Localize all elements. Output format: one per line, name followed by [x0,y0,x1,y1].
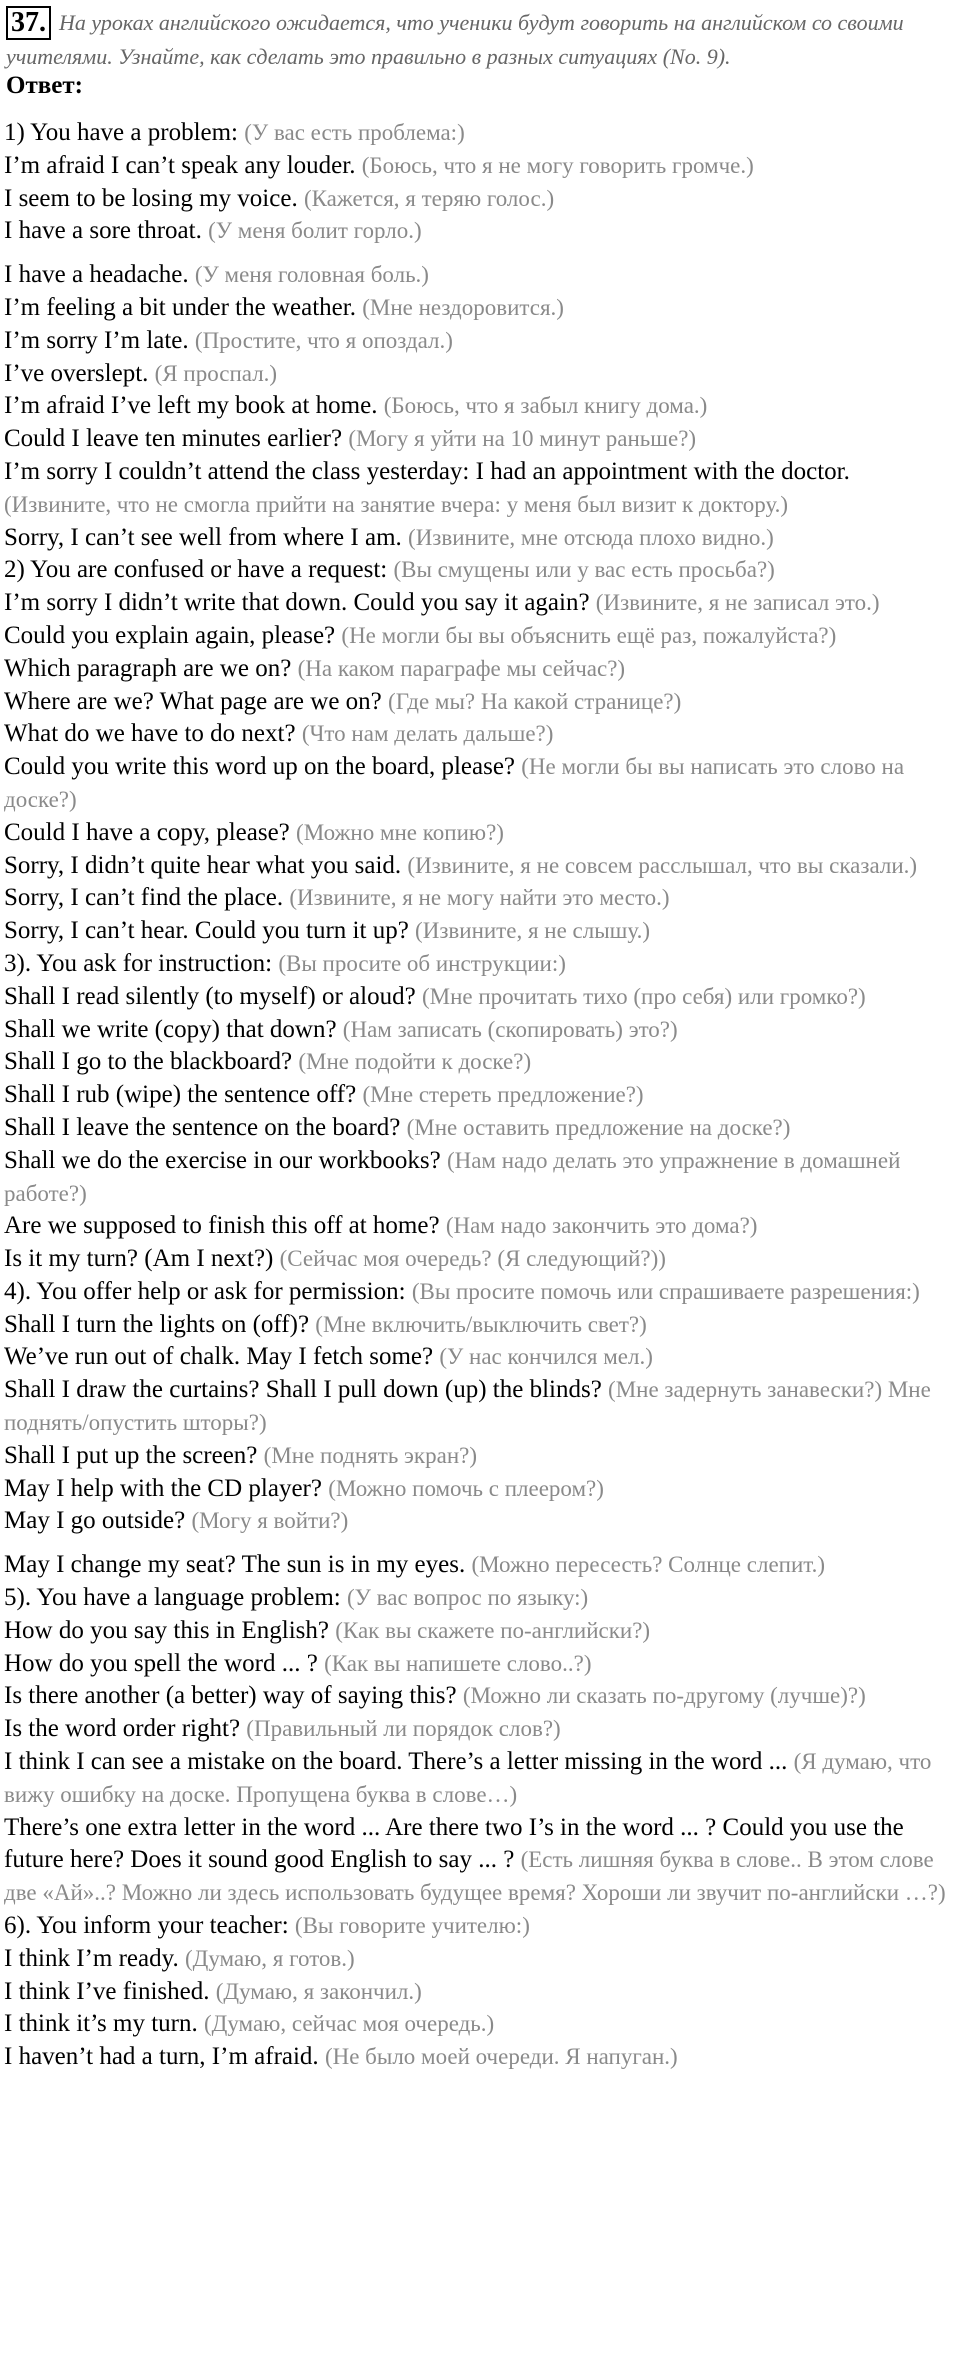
english-phrase: Shall I leave the sentence on the board? [4,1113,401,1141]
russian-translation: (Где мы? На какой странице?) [388,688,682,714]
phrase-line [4,1680,954,1713]
russian-translation: (Мне поднять экран?) [263,1442,477,1468]
russian-translation: (У нас кончился мел.) [439,1344,653,1370]
english-phrase: Could you write this word up on the board, please? [4,753,516,781]
phrase-line [4,850,954,883]
phrase-line [4,1276,954,1309]
phrase-line [4,554,954,587]
russian-translation: (Можно помочь с плеером?) [328,1475,604,1501]
english-phrase: I have a sore throat. [4,217,202,245]
english-phrase: Shall I rub (wipe) the sentence off? [4,1081,357,1109]
phrase-line [4,1615,954,1648]
phrase-line [4,1943,954,1976]
russian-translation: (Мне нездоровится.) [362,294,564,320]
english-phrase: Sorry, I can’t find the place. [4,884,284,912]
russian-translation: (Я думаю, что вижу ошибку на доске. Пропущена буква в слове…) [4,1749,932,1807]
phrase-line [4,1910,954,1943]
phrase-line [4,325,954,358]
russian-translation: (Я проспал.) [154,360,278,386]
english-phrase: Shall I put up the screen? [4,1441,258,1469]
english-phrase: 6). You inform your teacher: [4,1912,289,1940]
phrase-line [4,1145,954,1211]
russian-translation: (Мне задернуть занавески?) Мне поднять/опустить шторы?) [4,1377,931,1436]
russian-translation: (Мне подойти к доске?) [298,1049,532,1075]
phrase-line [4,150,954,183]
phrase-line [4,1549,954,1582]
phrase-line [4,1812,954,1910]
russian-translation: (Думаю, я готов.) [184,1945,355,1971]
russian-translation: (Могу я войти?) [191,1508,349,1534]
task-header [6,6,956,73]
english-phrase: I’m sorry I didn’t write that down. Could you say it again? [4,589,590,617]
english-phrase: Could you explain again, please? [4,621,336,649]
task-number: 37. [6,6,51,40]
english-phrase: There’s one extra letter in the word ... Are there two I’s in the word ... ? Could you use the future here? Does it sound good English to say ... ? [4,1813,904,1874]
phrase-line [4,456,954,522]
phrase-line [4,620,954,653]
russian-translation: (Вы просите об инструкции:) [278,950,566,976]
russian-translation: (Вы смущены или у вас есть просьба?) [393,557,775,583]
english-phrase: Shall I turn the lights on (off)? [4,1310,310,1338]
english-phrase: I’m sorry I couldn’t attend the class yesterday: I had an appointment with the doctor. [4,457,850,485]
phrase-line [4,1648,954,1681]
phrase-line [4,981,954,1014]
english-phrase: Shall I go to the blackboard? [4,1048,293,1076]
english-phrase: What do we have to do next? [4,720,296,748]
phrase-line [4,1243,954,1276]
phrase-line [4,1046,954,1079]
russian-translation: (Извините, мне отсюда плохо видно.) [408,524,774,550]
phrase-line [4,259,954,292]
russian-translation: (Правильный ли порядок слов?) [246,1716,561,1742]
phrase-line [4,587,954,620]
english-phrase: Which paragraph are we on? [4,654,292,682]
russian-translation: (Извините, я не слышу.) [415,918,650,944]
english-phrase: Where are we? What page are we on? [4,687,382,715]
russian-translation: (Думаю, сейчас моя очередь.) [204,2011,495,2037]
phrase-line [4,358,954,391]
english-phrase: May I change my seat? The sun is in my eyes. [4,1551,466,1579]
phrase-line [4,1746,954,1812]
english-phrase: I think I’ve finished. [4,1977,210,2005]
russian-translation: (Извините, я не совсем расслышал, что вы сказали.) [407,852,918,878]
phrase-line [4,1713,954,1746]
phrase-line [4,882,954,915]
russian-translation: (Можно пересесть? Солнце слепит.) [471,1552,826,1578]
phrase-line [4,423,954,456]
english-phrase: 4). You offer help or ask for permission: [4,1277,406,1305]
russian-translation: (Вы просите помочь или спрашиваете разрешения:) [411,1278,920,1304]
phrase-line [4,1309,954,1342]
russian-translation: (Извините, что не смогла прийти на занятие вчера: у меня был визит к доктору.) [4,491,789,517]
phrase-line [4,1505,954,1538]
phrase-line [4,653,954,686]
russian-translation: (Можно мне копию?) [296,819,504,845]
russian-translation: (На каком параграфе мы сейчас?) [297,655,626,681]
answer-lines [4,117,954,2074]
phrase-line [4,1440,954,1473]
russian-translation: (Мне прочитать тихо (про себя) или громко?) [421,983,866,1009]
russian-translation: (Простите, что я опоздал.) [194,327,453,353]
phrase-line [4,2008,954,2041]
english-phrase: 5). You have a language problem: [4,1584,341,1612]
english-phrase: Sorry, I can’t hear. Could you turn it up? [4,917,409,945]
english-phrase: 3). You ask for instruction: [4,949,273,977]
english-phrase: May I help with the CD player? [4,1474,322,1502]
english-phrase: Sorry, I didn’t quite hear what you said. [4,851,402,879]
phrase-line [4,215,954,248]
phrase-line [4,117,954,150]
russian-translation: (Не могли бы вы написать это слово на доске?) [4,754,905,812]
english-phrase: Shall I draw the curtains? Shall I pull down (up) the blinds? [4,1376,602,1404]
phrase-line [4,390,954,423]
english-phrase: I haven’t had a turn, I’m afraid. [4,2043,319,2071]
russian-translation: (Не могли бы вы объяснить ещё раз, пожалуйста?) [341,622,837,648]
english-phrase: 1) You have a problem: [4,119,238,146]
russian-translation: (Вы говорите учителю:) [294,1913,530,1939]
russian-translation: (Извините, я не записал это.) [595,590,880,616]
russian-translation: (Боюсь, что я забыл книгу дома.) [383,393,708,419]
answer-label: Ответ: [6,72,83,99]
russian-translation: (Могу я уйти на 10 минут раньше?) [348,426,697,452]
russian-translation: (Что нам делать дальше?) [301,721,554,747]
russian-translation: (Извините, я не могу найти это место.) [289,885,670,911]
phrase-line [4,817,954,850]
english-phrase: I think I can see a mistake on the board. There’s a letter missing in the word ... [4,1748,788,1776]
russian-translation: (Нам записать (скопировать) это?) [342,1016,678,1042]
phrase-line [4,1341,954,1374]
russian-translation: (Не было моей очереди. Я напуган.) [324,2044,678,2070]
russian-translation: (Думаю, я закончил.) [215,1978,422,2004]
english-phrase: 2) You are confused or have a request: [4,556,388,584]
english-phrase: I have a headache. [4,261,189,289]
phrase-line [4,718,954,751]
russian-translation: (У меня головная боль.) [194,262,429,288]
russian-translation: (Боюсь, что я не могу говорить громче.) [361,152,754,178]
task-text: На уроках английского ожидается, что ученики будут говорить на английском со своими учителями. Узнайте, как сделать это правильно в разных ситуациях (No. 9). [6,10,904,69]
english-phrase: How do you say this in English? [4,1616,329,1644]
phrase-line [4,1210,954,1243]
russian-translation: (Нам надо закончить это дома?) [445,1213,758,1239]
phrase-line [4,1976,954,2009]
english-phrase: Could I leave ten minutes earlier? [4,425,343,453]
english-phrase: Is it my turn? (Am I next?) [4,1245,274,1273]
english-phrase: Shall we do the exercise in our workbooks? [4,1146,441,1174]
phrase-line [4,183,954,216]
english-phrase: Sorry, I can’t see well from where I am. [4,523,402,551]
russian-translation: (Как вы напишете слово..?) [324,1650,592,1676]
english-phrase: I think it’s my turn. [4,2010,198,2038]
russian-translation: (У вас вопрос по языку:) [346,1585,589,1611]
english-phrase: We’ve run out of chalk. May I fetch some? [4,1343,434,1371]
english-phrase: Could I have a copy, please? [4,818,290,846]
russian-translation: (Сейчас моя очередь? (Я следующий?)) [279,1246,666,1272]
phrase-line [4,915,954,948]
phrase-line [4,1473,954,1506]
phrase-line [4,1112,954,1145]
russian-translation: (У меня болит горло.) [208,218,422,244]
russian-translation: (Как вы скажете по-английски?) [335,1617,651,1643]
russian-translation: (Есть лишняя буква в слове.. В этом слове две «Ай»..? Можно ли здесь использовать будущее время? Хороши ли звучит по-английски …?) [4,1847,946,1906]
phrase-line [4,2041,954,2074]
english-phrase: I’m afraid I can’t speak any louder. [4,151,356,179]
phrase-line [4,751,954,817]
english-phrase: Shall we write (copy) that down? [4,1015,337,1043]
russian-translation: (Мне оставить предложение на доске?) [406,1114,791,1140]
phrase-line [4,948,954,981]
english-phrase: How do you spell the word ... ? [4,1649,318,1677]
russian-translation: (Кажется, я теряю голос.) [303,185,555,211]
phrase-line [4,686,954,719]
english-phrase: Is the word order right? [4,1715,241,1743]
phrase-line [4,1079,954,1112]
russian-translation: (Мне включить/выключить свет?) [315,1311,647,1337]
english-phrase: I’ve overslept. [4,359,149,387]
english-phrase: I think I’m ready. [4,1944,179,1972]
phrase-line [4,292,954,325]
english-phrase: Shall I read silently (to myself) or aloud? [4,982,416,1010]
english-phrase: I’m afraid I’ve left my book at home. [4,392,378,420]
russian-translation: (Нам надо делать это упражнение в домашней работе?) [4,1147,901,1206]
phrase-line [4,1582,954,1615]
russian-translation: (Можно ли сказать по-другому (лучше)?) [462,1683,866,1709]
english-phrase: May I go outside? [4,1507,186,1535]
russian-translation: (У вас есть проблема:) [244,120,465,145]
phrase-line [4,522,954,555]
russian-translation: (Мне стереть предложение?) [362,1082,644,1108]
english-phrase: I’m sorry I’m late. [4,326,189,354]
phrase-line [4,1014,954,1047]
english-phrase: Are we supposed to finish this off at home? [4,1212,440,1240]
phrase-line [4,1374,954,1440]
english-phrase: Is there another (a better) way of saying this? [4,1682,457,1710]
english-phrase: I seem to be losing my voice. [4,184,298,212]
english-phrase: I’m feeling a bit under the weather. [4,293,356,321]
